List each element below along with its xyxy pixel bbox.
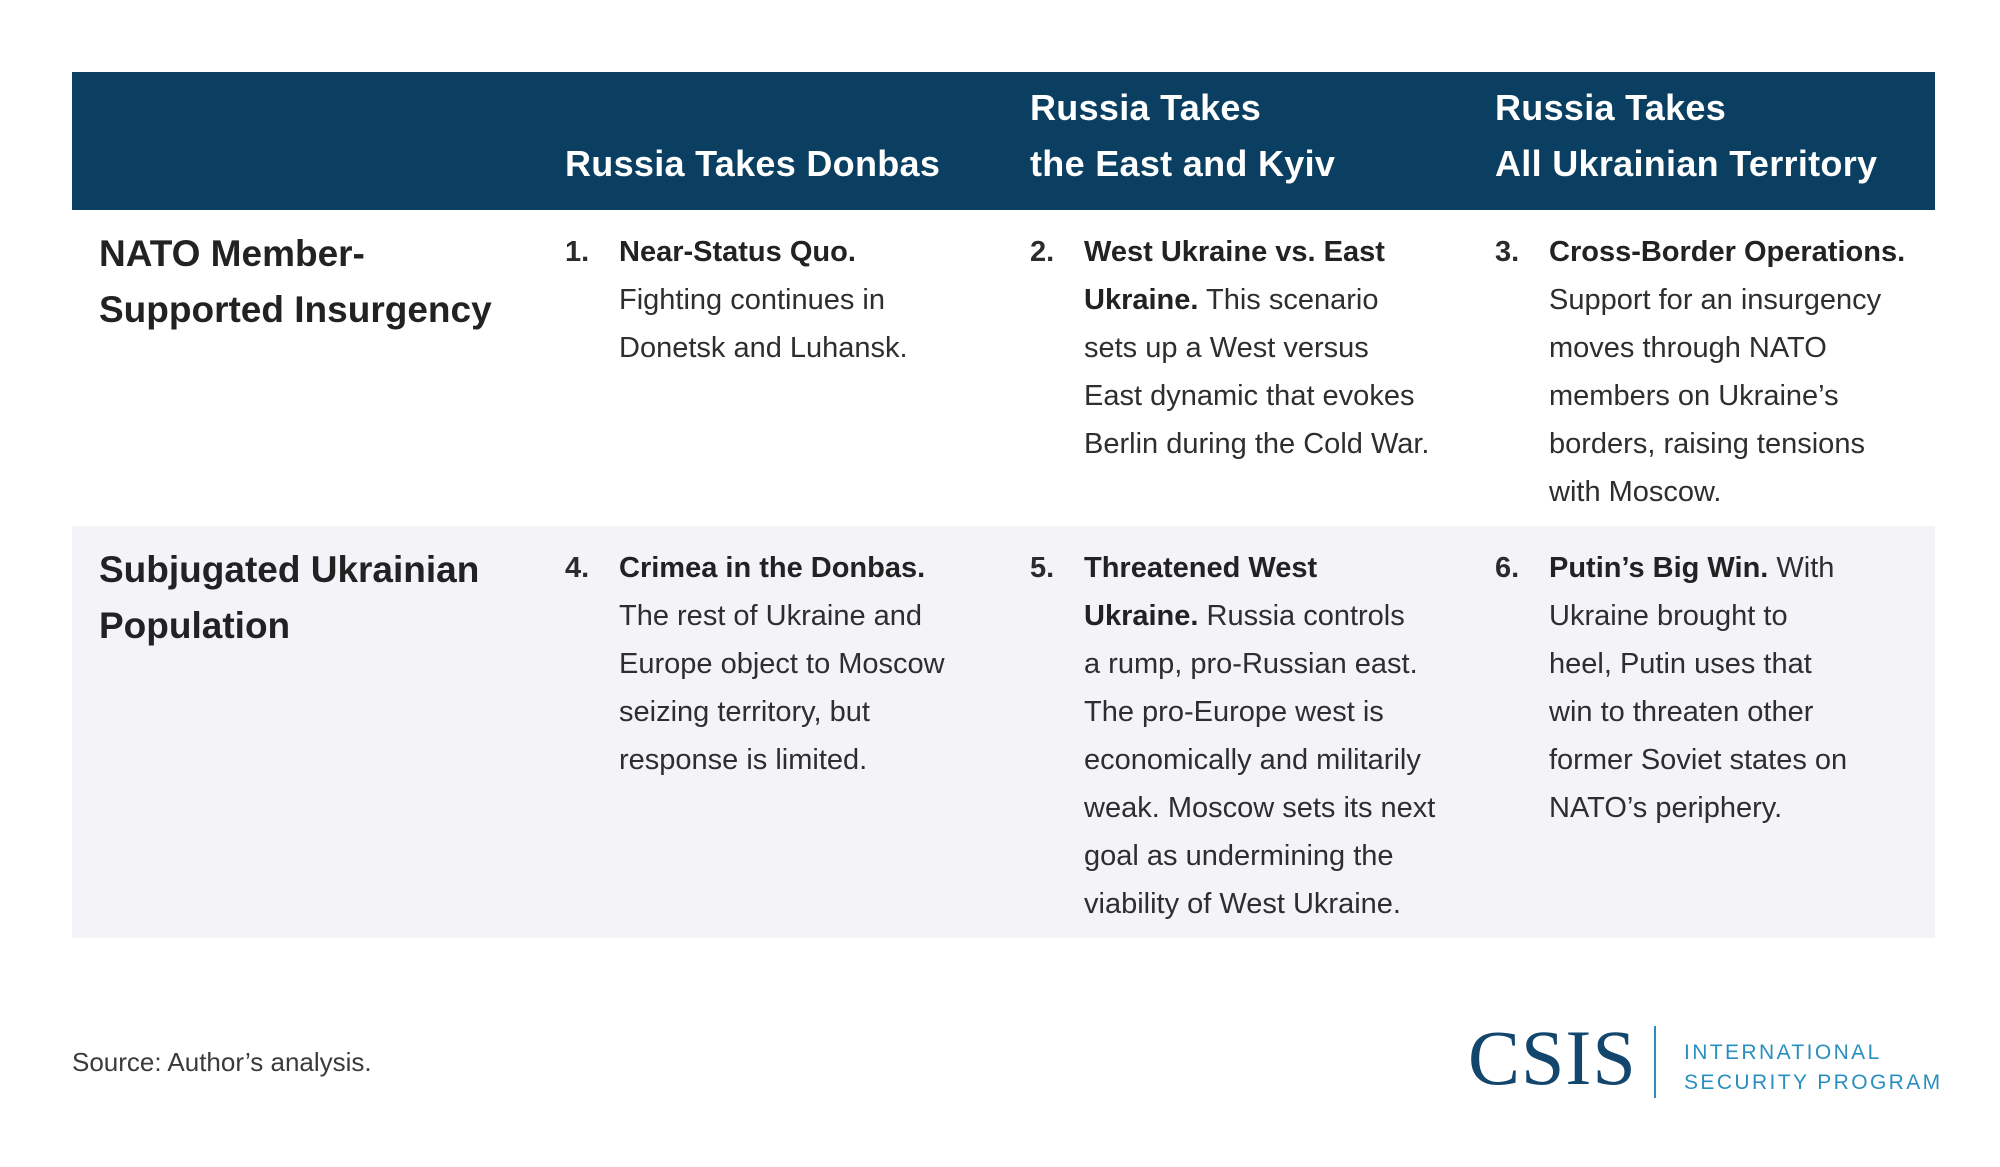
scenario-text: members on Ukraine’s	[1549, 380, 1839, 412]
scenario-text: sets up a West versus	[1084, 332, 1369, 364]
text-line	[1084, 832, 1435, 880]
scenario-number: 5.	[1030, 552, 1055, 584]
text-line	[619, 736, 945, 784]
text-line	[619, 688, 945, 736]
logo-program-name	[1684, 1038, 1943, 1098]
text-line	[1549, 688, 1847, 736]
scenario-cell-1	[565, 228, 908, 372]
text-line	[1084, 592, 1435, 640]
text-line	[1084, 228, 1429, 276]
text-line: Russia Takes Donbas	[565, 143, 941, 184]
scenario-text: moves through NATO	[1549, 332, 1827, 364]
scenario-title: Ukraine.	[1084, 284, 1199, 316]
scenario-title: Threatened West	[1084, 552, 1318, 584]
scenario-number: 2.	[1030, 236, 1055, 268]
scenario-description	[619, 544, 945, 784]
logo-divider	[1654, 1026, 1656, 1098]
csis-logo	[1468, 1014, 1948, 1101]
scenario-text: Europe object to Moscow	[619, 648, 945, 680]
row-label	[99, 226, 492, 338]
scenario-number: 1.	[565, 236, 590, 268]
text-line	[1549, 592, 1847, 640]
scenario-text: a rump, pro-Russian east.	[1084, 648, 1418, 680]
scenario-cell-2	[1030, 228, 1429, 468]
scenario-cell-6	[1495, 544, 1847, 832]
scenario-text: former Soviet states on	[1549, 744, 1848, 776]
scenario-description	[1549, 544, 1847, 832]
text-line: All Ukrainian Territory	[1495, 143, 1878, 184]
text-line	[1549, 420, 1905, 468]
scenario-text: goal as undermining the	[1084, 840, 1394, 872]
header-col-russia-takes-east-and-kyiv	[1030, 80, 1335, 192]
text-line: NATO Member-	[99, 233, 365, 274]
text-line: the East and Kyiv	[1030, 143, 1336, 184]
row-subjugated-population	[72, 526, 1935, 938]
scenario-matrix	[72, 72, 1935, 938]
scenario-text: economically and militarily	[1084, 744, 1421, 776]
scenario-title: Ukraine.	[1084, 600, 1199, 632]
scenario-text: win to threaten other	[1549, 696, 1814, 728]
scenario-text: Russia controls	[1198, 600, 1405, 632]
scenario-number: 4.	[565, 552, 590, 584]
scenario-title: Crimea in the Donbas.	[619, 552, 926, 584]
text-line	[1084, 276, 1429, 324]
text-line: INTERNATIONAL	[1684, 1041, 1882, 1064]
scenario-title: Near-Status Quo.	[619, 236, 856, 268]
text-line	[1549, 372, 1905, 420]
text-line	[619, 544, 945, 592]
text-line	[1084, 880, 1435, 928]
scenario-title: West Ukraine vs. East	[1084, 236, 1385, 268]
row-nato-supported-insurgency	[72, 210, 1935, 526]
text-line	[1084, 640, 1435, 688]
text-line	[1549, 468, 1905, 516]
text-line	[1084, 688, 1435, 736]
text-line	[1549, 276, 1905, 324]
text-line: Subjugated Ukrainian	[99, 549, 480, 590]
text-line	[619, 228, 908, 276]
text-line	[619, 592, 945, 640]
text-line	[1549, 736, 1847, 784]
scenario-title: Cross-Border Operations.	[1549, 236, 1906, 268]
header-col-russia-takes-donbas	[565, 136, 940, 192]
scenario-description	[1084, 228, 1429, 468]
scenario-text: seizing territory, but	[619, 696, 870, 728]
scenario-text: heel, Putin uses that	[1549, 648, 1812, 680]
scenario-description	[1549, 228, 1905, 516]
scenario-title: Putin’s Big Win.	[1549, 552, 1769, 584]
text-line	[1084, 420, 1429, 468]
scenario-text: The pro-Europe west is	[1084, 696, 1384, 728]
text-line	[619, 324, 908, 372]
scenario-description	[1084, 544, 1435, 928]
scenario-text: with Moscow.	[1549, 476, 1722, 508]
row-label	[99, 542, 479, 654]
header-row	[72, 72, 1935, 210]
header-col-russia-takes-all-territory	[1495, 80, 1877, 192]
text-line	[1549, 324, 1905, 372]
text-line	[1084, 372, 1429, 420]
scenario-text: borders, raising tensions	[1549, 428, 1865, 460]
scenario-text: weak. Moscow sets its next	[1084, 792, 1436, 824]
text-line	[619, 640, 945, 688]
logo-wordmark: CSIS	[1468, 1014, 1637, 1101]
scenario-text: East dynamic that evokes	[1084, 380, 1415, 412]
text-line: Russia Takes	[1030, 87, 1262, 128]
scenario-text: Berlin during the Cold War.	[1084, 428, 1430, 460]
text-line	[1084, 544, 1435, 592]
text-line: Russia Takes	[1495, 87, 1727, 128]
scenario-text: Ukraine brought to	[1549, 600, 1788, 632]
scenario-text: NATO’s periphery.	[1549, 792, 1783, 824]
scenario-number: 3.	[1495, 236, 1520, 268]
text-line: SECURITY PROGRAM	[1684, 1071, 1943, 1094]
text-line	[1084, 736, 1435, 784]
text-line: Supported Insurgency	[99, 289, 492, 330]
scenario-text: Support for an insurgency	[1549, 284, 1882, 316]
text-line	[1549, 544, 1847, 592]
scenario-text: The rest of Ukraine and	[619, 600, 923, 632]
scenario-description	[619, 228, 908, 372]
text-line	[1084, 324, 1429, 372]
scenario-text: Donetsk and Luhansk.	[619, 332, 908, 364]
scenario-cell-3	[1495, 228, 1905, 516]
scenario-cell-5	[1030, 544, 1435, 928]
text-line	[619, 276, 908, 324]
scenario-text: This scenario	[1198, 284, 1379, 316]
source-note: Source: Author’s analysis.	[72, 1047, 372, 1077]
scenario-number: 6.	[1495, 552, 1520, 584]
text-line	[1084, 784, 1435, 832]
scenario-text: With	[1768, 552, 1835, 584]
scenario-cell-4	[565, 544, 945, 784]
scenario-text: response is limited.	[619, 744, 868, 776]
scenario-text: Fighting continues in	[619, 284, 885, 316]
text-line	[1549, 640, 1847, 688]
text-line	[1549, 228, 1905, 276]
text-line: Population	[99, 605, 291, 646]
scenario-text: viability of West Ukraine.	[1084, 888, 1401, 920]
text-line	[1549, 784, 1847, 832]
